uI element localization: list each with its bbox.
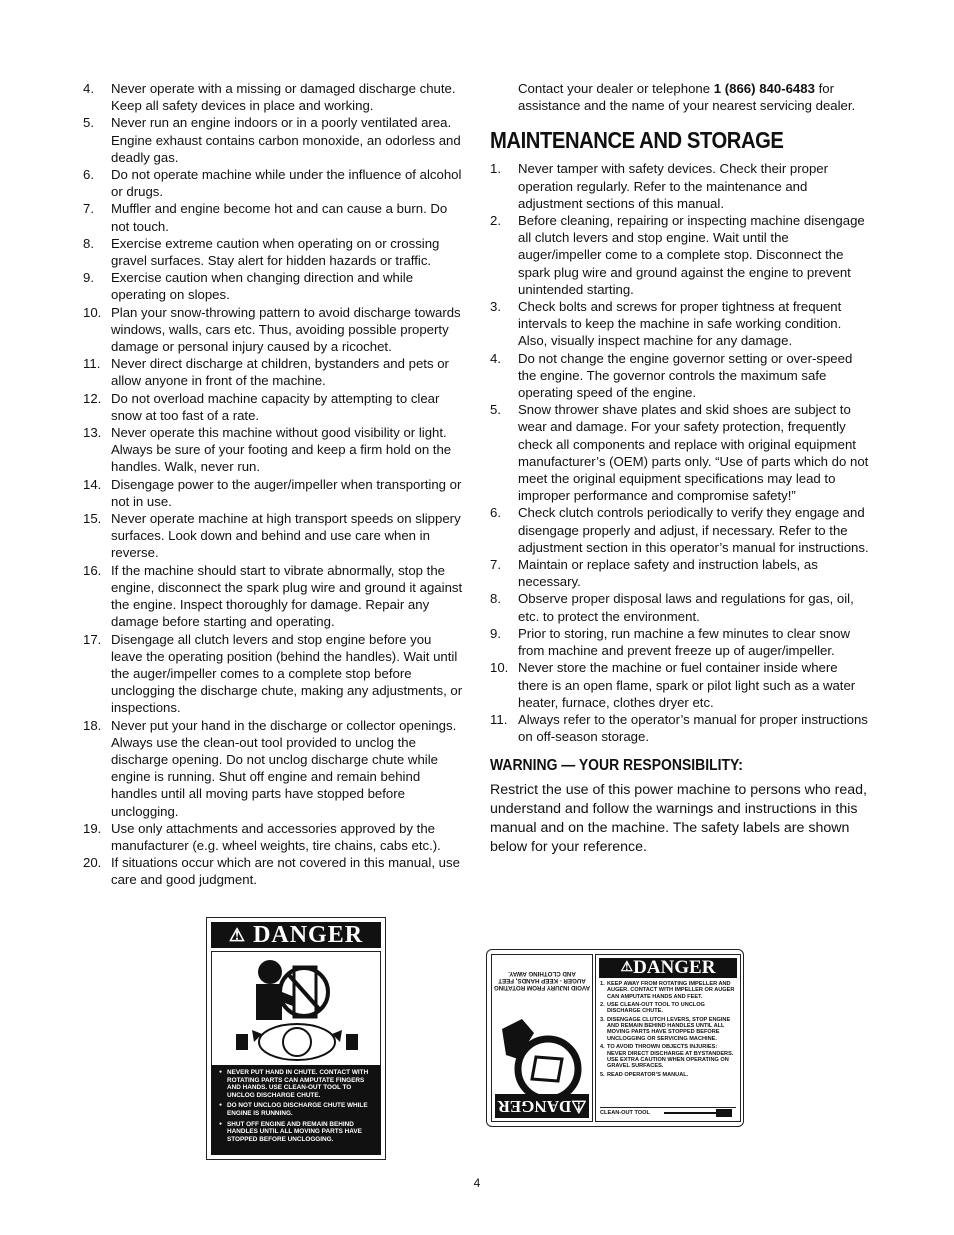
safety-rule-item (83, 200, 463, 234)
list-number: 7. (490, 557, 501, 573)
safety-rule-item (83, 304, 463, 356)
list-text: Disengage power to the auger/impeller when transporting or not in use. (111, 476, 462, 509)
list-text: Exercise extreme caution when operating on or crossing gravel surfaces. Stay alert for hidden hazards or traffic. (111, 235, 440, 269)
danger-text-box (211, 1065, 381, 1155)
list-text: Never put your hand in the discharge or collector openings. Always use the clean-out tool provided to unclog the discharge opening. Do not unclog discharge chute while engine is running. Shut off engine and remain behind handles until all moving parts have stopped before unclogging. (111, 717, 457, 819)
list-text: Always refer to the operator’s manual for proper instructions on off-season storage. (518, 711, 868, 745)
safety-rule-item (83, 80, 463, 114)
maintenance-title: MAINTENANCE AND STORAGE (490, 127, 784, 154)
danger-instruction (600, 1044, 738, 1069)
list-number: 17. (83, 631, 102, 647)
list-text: Never direct discharge at children, bystanders and pets or allow anyone in front of the machine. (111, 356, 449, 389)
safety-rule-item (83, 114, 463, 166)
warning-triangle-icon: ⚠ (571, 1097, 587, 1116)
danger-header-text: DANGER (633, 957, 716, 978)
list-number: 3. (490, 299, 501, 315)
list-number: 7. (83, 201, 94, 217)
clean-out-tool-label: CLEAN-OUT TOOL (600, 1110, 650, 1116)
instruction-text: READ OPERATOR’S MANUAL. (607, 1071, 689, 1078)
list-text: Muffler and engine become hot and can cause a burn. Do not touch. (111, 201, 448, 234)
list-text: Maintain or replace safety and instruction labels, as necessary. (518, 557, 818, 590)
list-number: 2. (490, 213, 501, 229)
list-text: Check clutch controls periodically to verify they engage and disengage properly and adjust, if necessary. Refer to the adjustment section in this operator’s manual for instructions. (518, 505, 869, 555)
list-text: Before cleaning, repairing or inspecting machine disengage all clutch levers and stop engine. Wait until the auger/impeller come to a complete stop. Disconnect the spark plug wire and ground against the engine to prevent unintended starting. (518, 213, 865, 297)
instruction-text: USE CLEAN-OUT TOOL TO UNCLOG DISCHARGE CHUTE. (607, 1002, 705, 1015)
left-column (83, 80, 463, 889)
maintenance-item (490, 350, 870, 402)
contact-text-end: for assistance and the name of your nearest servicing dealer. (518, 81, 856, 114)
danger-header (599, 958, 737, 978)
chute-hazard-icon (212, 952, 380, 1064)
list-number: 6. (83, 167, 94, 183)
maintenance-item (490, 160, 870, 212)
safety-rule-item (83, 476, 463, 510)
list-number: 10. (490, 660, 509, 676)
side-danger-header (495, 1094, 589, 1118)
danger-header-text: DANGER (253, 922, 364, 948)
maintenance-item (490, 711, 870, 745)
list-number: 11. (490, 711, 508, 727)
maintenance-item (490, 212, 870, 298)
list-number: 11. (83, 356, 101, 372)
maintenance-item (490, 556, 870, 590)
instruction-number: 4. (600, 1044, 605, 1051)
list-number: 5. (83, 115, 94, 131)
instruction-text: KEEP AWAY FROM ROTATING IMPELLER AND AUGER. CONTACT WITH IMPELLER OR AUGER CAN AMPUTATE HANDS AND FEET. (607, 981, 735, 1000)
safety-rule-item (83, 510, 463, 562)
danger-main-panel (595, 954, 741, 1122)
list-text: Never store the machine or fuel container inside where there is an open flame, spark or pilot light such as a water heater, furnace, clothes dryer etc. (518, 660, 856, 710)
list-text: Snow thrower shave plates and skid shoes are subject to wear and damage. For your safety protection, frequently check all components and replace with original equipment manufacturer’s (OEM) parts only. “Use of parts which do not meet the original equipment specifications may lead to improper performance and compromise safety!” (518, 402, 869, 504)
instruction-number: 1. (600, 981, 605, 987)
page-number: 4 (473, 1176, 481, 1190)
hand-auger-icon (492, 999, 592, 1109)
safety-rule-item (83, 424, 463, 476)
list-text: Never operate this machine without good visibility or light. Always be sure of your footing and keep a firm hold on the handles. Walk, never run. (111, 425, 452, 475)
warning-triangle-icon: ⚠ (620, 960, 634, 975)
list-number: 4. (490, 350, 501, 366)
list-number: 1. (490, 161, 501, 177)
list-text: Use only attachments and accessories approved by the manufacturer (e.g. wheel weights, tire chains, cabs etc.). (111, 820, 441, 853)
maintenance-item (490, 401, 870, 504)
list-text: Do not change the engine governor setting or over-speed the engine. The governor controls the maximum safe operating speed of the engine. (518, 350, 853, 401)
danger-header (211, 922, 381, 948)
list-number: 14. (83, 476, 102, 492)
contact-text: Contact your dealer or telephone (518, 81, 714, 96)
list-text: Prior to storing, run machine a few minutes to clear snow from machine and prevent freeze up of auger/impeller. (518, 625, 851, 659)
safety-rule-item (83, 562, 463, 631)
maintenance-list (490, 160, 870, 745)
list-text: Never run an engine indoors or in a poorly ventilated area. Engine exhaust contains carbon monoxide, an odorless and deadly gas. (111, 115, 461, 165)
instruction-text: TO AVOID THROWN OBJECTS INJURIES: NEVER DIRECT DISCHARGE AT BYSTANDERS. USE EXTRA CAUTION WHEN OPERATING ON GRAVEL SURFACES. (607, 1044, 734, 1070)
list-text: If the machine should start to vibrate abnormally, stop the engine, disconnect the spark plug wire and ground it against the engine. Inspect thoroughly for damage. Repair any damage before starting and operating. (111, 562, 463, 630)
clean-out-tool-icon (664, 1109, 734, 1117)
danger-instructions (600, 981, 738, 1080)
safety-rule-item (83, 390, 463, 424)
danger-side-panel (491, 954, 593, 1122)
safety-rules-list (83, 80, 463, 889)
list-number: 16. (83, 562, 102, 578)
maintenance-item (490, 590, 870, 624)
list-number: 5. (490, 402, 501, 418)
list-text: Do not operate machine while under the influence of alcohol or drugs. (111, 167, 462, 200)
list-text: Plan your snow-throwing pattern to avoid discharge towards windows, walls, cars etc. Thus, avoiding possible property damage or personal injury caused by a ricochet. (111, 304, 461, 355)
warning-triangle-icon: ⚠ (228, 925, 247, 945)
maintenance-item (490, 659, 870, 711)
list-number: 9. (490, 625, 501, 641)
danger-instruction (600, 1002, 738, 1015)
list-text: Observe proper disposal laws and regulations for gas, oil, etc. to protect the environment. (518, 591, 854, 624)
list-number: 12. (83, 390, 102, 406)
list-number: 15. (83, 511, 102, 527)
maintenance-item (490, 298, 870, 350)
maintenance-item (490, 625, 870, 659)
list-text: If situations occur which are not covered in this manual, use care and good judgment. (111, 855, 460, 888)
list-number: 8. (83, 235, 94, 251)
list-number: 13. (83, 425, 102, 441)
instruction-number: 2. (600, 1002, 605, 1009)
list-number: 10. (83, 304, 102, 320)
safety-rule-item (83, 166, 463, 200)
danger-bullet: ● DO NOT UNCLOG DISCHARGE CHUTE WHILE ENGINE IS RUNNING. (219, 1102, 377, 1117)
danger-bullets (211, 1065, 381, 1143)
dealer-phone: 1 (866) 840-6483 (713, 81, 815, 96)
list-text: Exercise caution when changing direction and while operating on slopes. (111, 270, 414, 303)
safety-rule-item (83, 854, 463, 888)
instruction-text: DISENGAGE CLUTCH LEVERS, STOP ENGINE AND REMAIN BEHIND HANDLES UNTIL ALL MOVING PARTS HAVE STOPPED BEFORE UNCLOGGING OR SERVICING MACHINE. (607, 1016, 731, 1042)
safety-rule-item (83, 355, 463, 389)
list-text: Never operate machine at high transport speeds on slippery surfaces. Look down and behind and use care when in reverse. (111, 511, 461, 561)
list-number: 8. (490, 591, 501, 607)
maintenance-item (490, 504, 870, 556)
list-number: 19. (83, 820, 102, 836)
clean-out-tool-row (600, 1107, 736, 1118)
danger-label-chute (206, 917, 386, 1160)
danger-label-auger (486, 949, 744, 1127)
list-text: Never tamper with safety devices. Check their proper operation regularly. Refer to the maintenance and adjustment sections of this manual. (518, 161, 829, 211)
safety-rule-item (83, 631, 463, 717)
danger-instruction (600, 1072, 738, 1078)
list-text: Never operate with a missing or damaged discharge chute. Keep all safety devices in place and working. (111, 81, 456, 114)
safety-rule-item (83, 269, 463, 303)
list-number: 20. (83, 855, 102, 871)
contact-paragraph (490, 80, 870, 114)
list-text: Do not overload machine capacity by attempting to clear snow at too fast of a rate. (111, 390, 440, 423)
safety-rule-item (83, 717, 463, 820)
instruction-number: 3. (600, 1016, 605, 1023)
danger-bullet: ● SHUT OFF ENGINE AND REMAIN BEHIND HANDLES UNTIL ALL MOVING PARTS HAVE STOPPED BEFORE UNCLOGGING. (219, 1121, 377, 1144)
instruction-number: 5. (600, 1071, 605, 1078)
warning-title: WARNING — YOUR RESPONSIBILITY: (490, 757, 743, 775)
hand-in-chute-pictogram (211, 951, 381, 1081)
list-text: Disengage all clutch levers and stop engine before you leave the operating position (behind the handles). Wait until the auger/impeller comes to a complete stop before unclogging the discharge chute, making any adjustments, or inspections. (111, 631, 463, 716)
safety-rule-item (83, 235, 463, 269)
auger-warning-text: AVOID INJURY FROM ROTATING AUGER - KEEP HANDS, FEET AND CLOTHING AWAY. (493, 969, 591, 991)
list-number: 4. (83, 81, 94, 96)
safety-rule-item (83, 820, 463, 854)
danger-bullet: ● NEVER PUT HAND IN CHUTE. CONTACT WITH ROTATING PARTS CAN AMPUTATE FINGERS AND HANDS. USE CLEAN-OUT TOOL TO UNCLOG DISCHARGE CHUTE. (219, 1069, 377, 1099)
right-column (490, 80, 870, 857)
side-danger-text: DANGER (497, 1097, 572, 1116)
danger-instruction (600, 981, 738, 1000)
warning-text: Restrict the use of this power machine to persons who read, understand and follow the warnings and instructions in this manual and on the machine. The safety labels are shown below for your reference. (490, 782, 867, 856)
list-number: 6. (490, 505, 501, 521)
list-text: Check bolts and screws for proper tightness at frequent intervals to keep the machine in safe working condition. Also, visually inspect machine for any damage. (518, 299, 842, 349)
list-number: 9. (83, 270, 94, 286)
danger-instruction (600, 1017, 738, 1042)
list-number: 18. (83, 717, 102, 733)
